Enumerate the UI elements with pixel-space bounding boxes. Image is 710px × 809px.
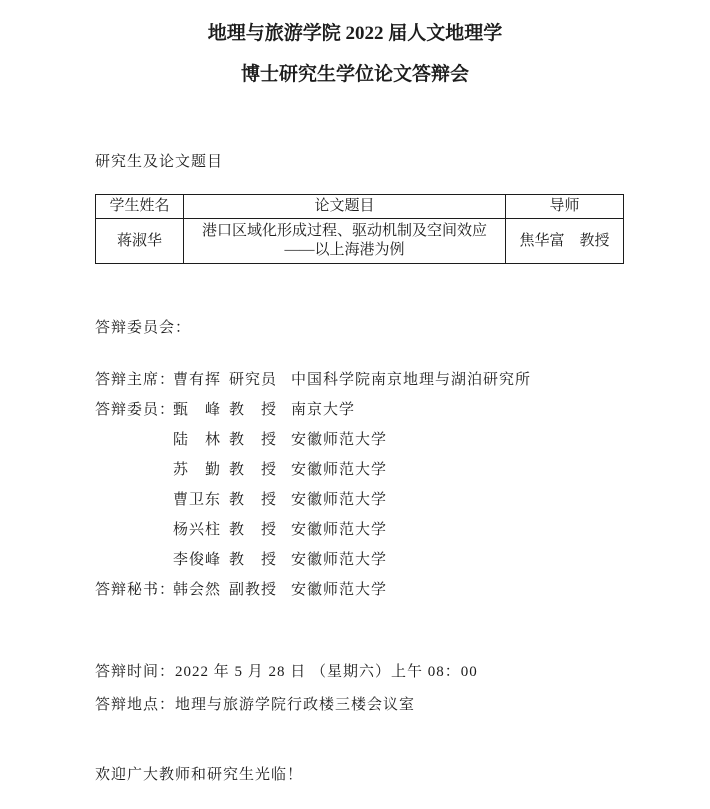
cell-thesis-title: 港口区域化形成过程、驱动机制及空间效应——以上海港为例 <box>184 219 506 264</box>
committee-member-affiliation: 南京大学 <box>291 401 356 418</box>
committee-row-chair <box>95 363 625 393</box>
committee-member-affiliation: 安徽师范大学 <box>291 551 388 568</box>
committee-member-affiliation: 中国科学院南京地理与湖泊研究所 <box>291 371 532 388</box>
col-header-thesis-title: 论文题目 <box>184 195 506 219</box>
committee-member-title: 教 授 <box>229 431 278 448</box>
committee-member-title: 教 授 <box>229 401 278 418</box>
committee-member-name: 陆 林 <box>173 431 222 448</box>
document-title-line2: 博士研究生学位论文答辩会 <box>240 64 469 85</box>
cell-student-name: 蒋淑华 <box>96 219 184 264</box>
committee-role-label: 答辩主席： <box>95 371 176 388</box>
committee-role-label: 答辩秘书： <box>95 581 176 598</box>
defense-location-row <box>95 687 625 720</box>
committee-row-member <box>95 423 625 453</box>
committee-member-name: 苏 勤 <box>173 461 222 478</box>
defense-meta <box>95 654 625 720</box>
committee-member-title: 教 授 <box>229 491 278 508</box>
defense-location-label: 答辩地点： <box>95 697 176 713</box>
committee-member-title: 教 授 <box>229 461 278 478</box>
committee-member-affiliation: 安徽师范大学 <box>291 461 388 478</box>
document-title-line1: 地理与旅游学院 2022 届人文地理学 <box>207 23 503 44</box>
thesis-table-header-row <box>96 195 624 219</box>
committee-member-name: 曹卫东 <box>173 491 222 508</box>
section-label-students: 研究生及论文题目 <box>95 154 224 170</box>
committee-member-affiliation: 安徽师范大学 <box>291 581 388 598</box>
committee-row-secretary <box>95 573 625 603</box>
committee-member-name: 曹有挥 <box>173 371 222 388</box>
cell-advisor: 焦华富 教授 <box>506 219 624 264</box>
committee-member-title: 教 授 <box>229 551 278 568</box>
committee-row-member <box>95 543 625 573</box>
committee-row-member <box>95 483 625 513</box>
table-row <box>96 219 624 264</box>
defense-time-label: 答辩时间： <box>95 664 176 680</box>
col-header-student-name: 学生姓名 <box>96 195 184 219</box>
committee-list <box>95 363 625 603</box>
committee-member-name: 李俊峰 <box>173 551 222 568</box>
committee-member-name: 杨兴柱 <box>173 521 222 538</box>
committee-heading: 答辩委员会： <box>95 320 192 336</box>
committee-row-member <box>95 453 625 483</box>
closing-welcome-line: 欢迎广大教师和研究生光临！ <box>95 767 304 783</box>
col-header-advisor: 导师 <box>506 195 624 219</box>
committee-member-name: 甄 峰 <box>173 401 222 418</box>
committee-member-affiliation: 安徽师范大学 <box>291 491 388 508</box>
committee-role-label: 答辩委员： <box>95 401 176 418</box>
committee-member-title: 研究员 <box>229 371 278 388</box>
committee-member-affiliation: 安徽师范大学 <box>291 431 388 448</box>
defense-time-value: 2022 年 5 月 28 日 （星期六）上午 08：00 <box>175 664 478 680</box>
thesis-table <box>95 194 624 264</box>
committee-member-affiliation: 安徽师范大学 <box>291 521 388 538</box>
committee-member-title: 副教授 <box>229 581 278 598</box>
committee-row-member <box>95 513 625 543</box>
committee-row-member <box>95 393 625 423</box>
committee-member-title: 教 授 <box>229 521 278 538</box>
defense-location-value: 地理与旅游学院行政楼三楼会议室 <box>175 697 416 713</box>
committee-member-name: 韩会然 <box>173 581 222 598</box>
defense-time-row <box>95 654 625 687</box>
